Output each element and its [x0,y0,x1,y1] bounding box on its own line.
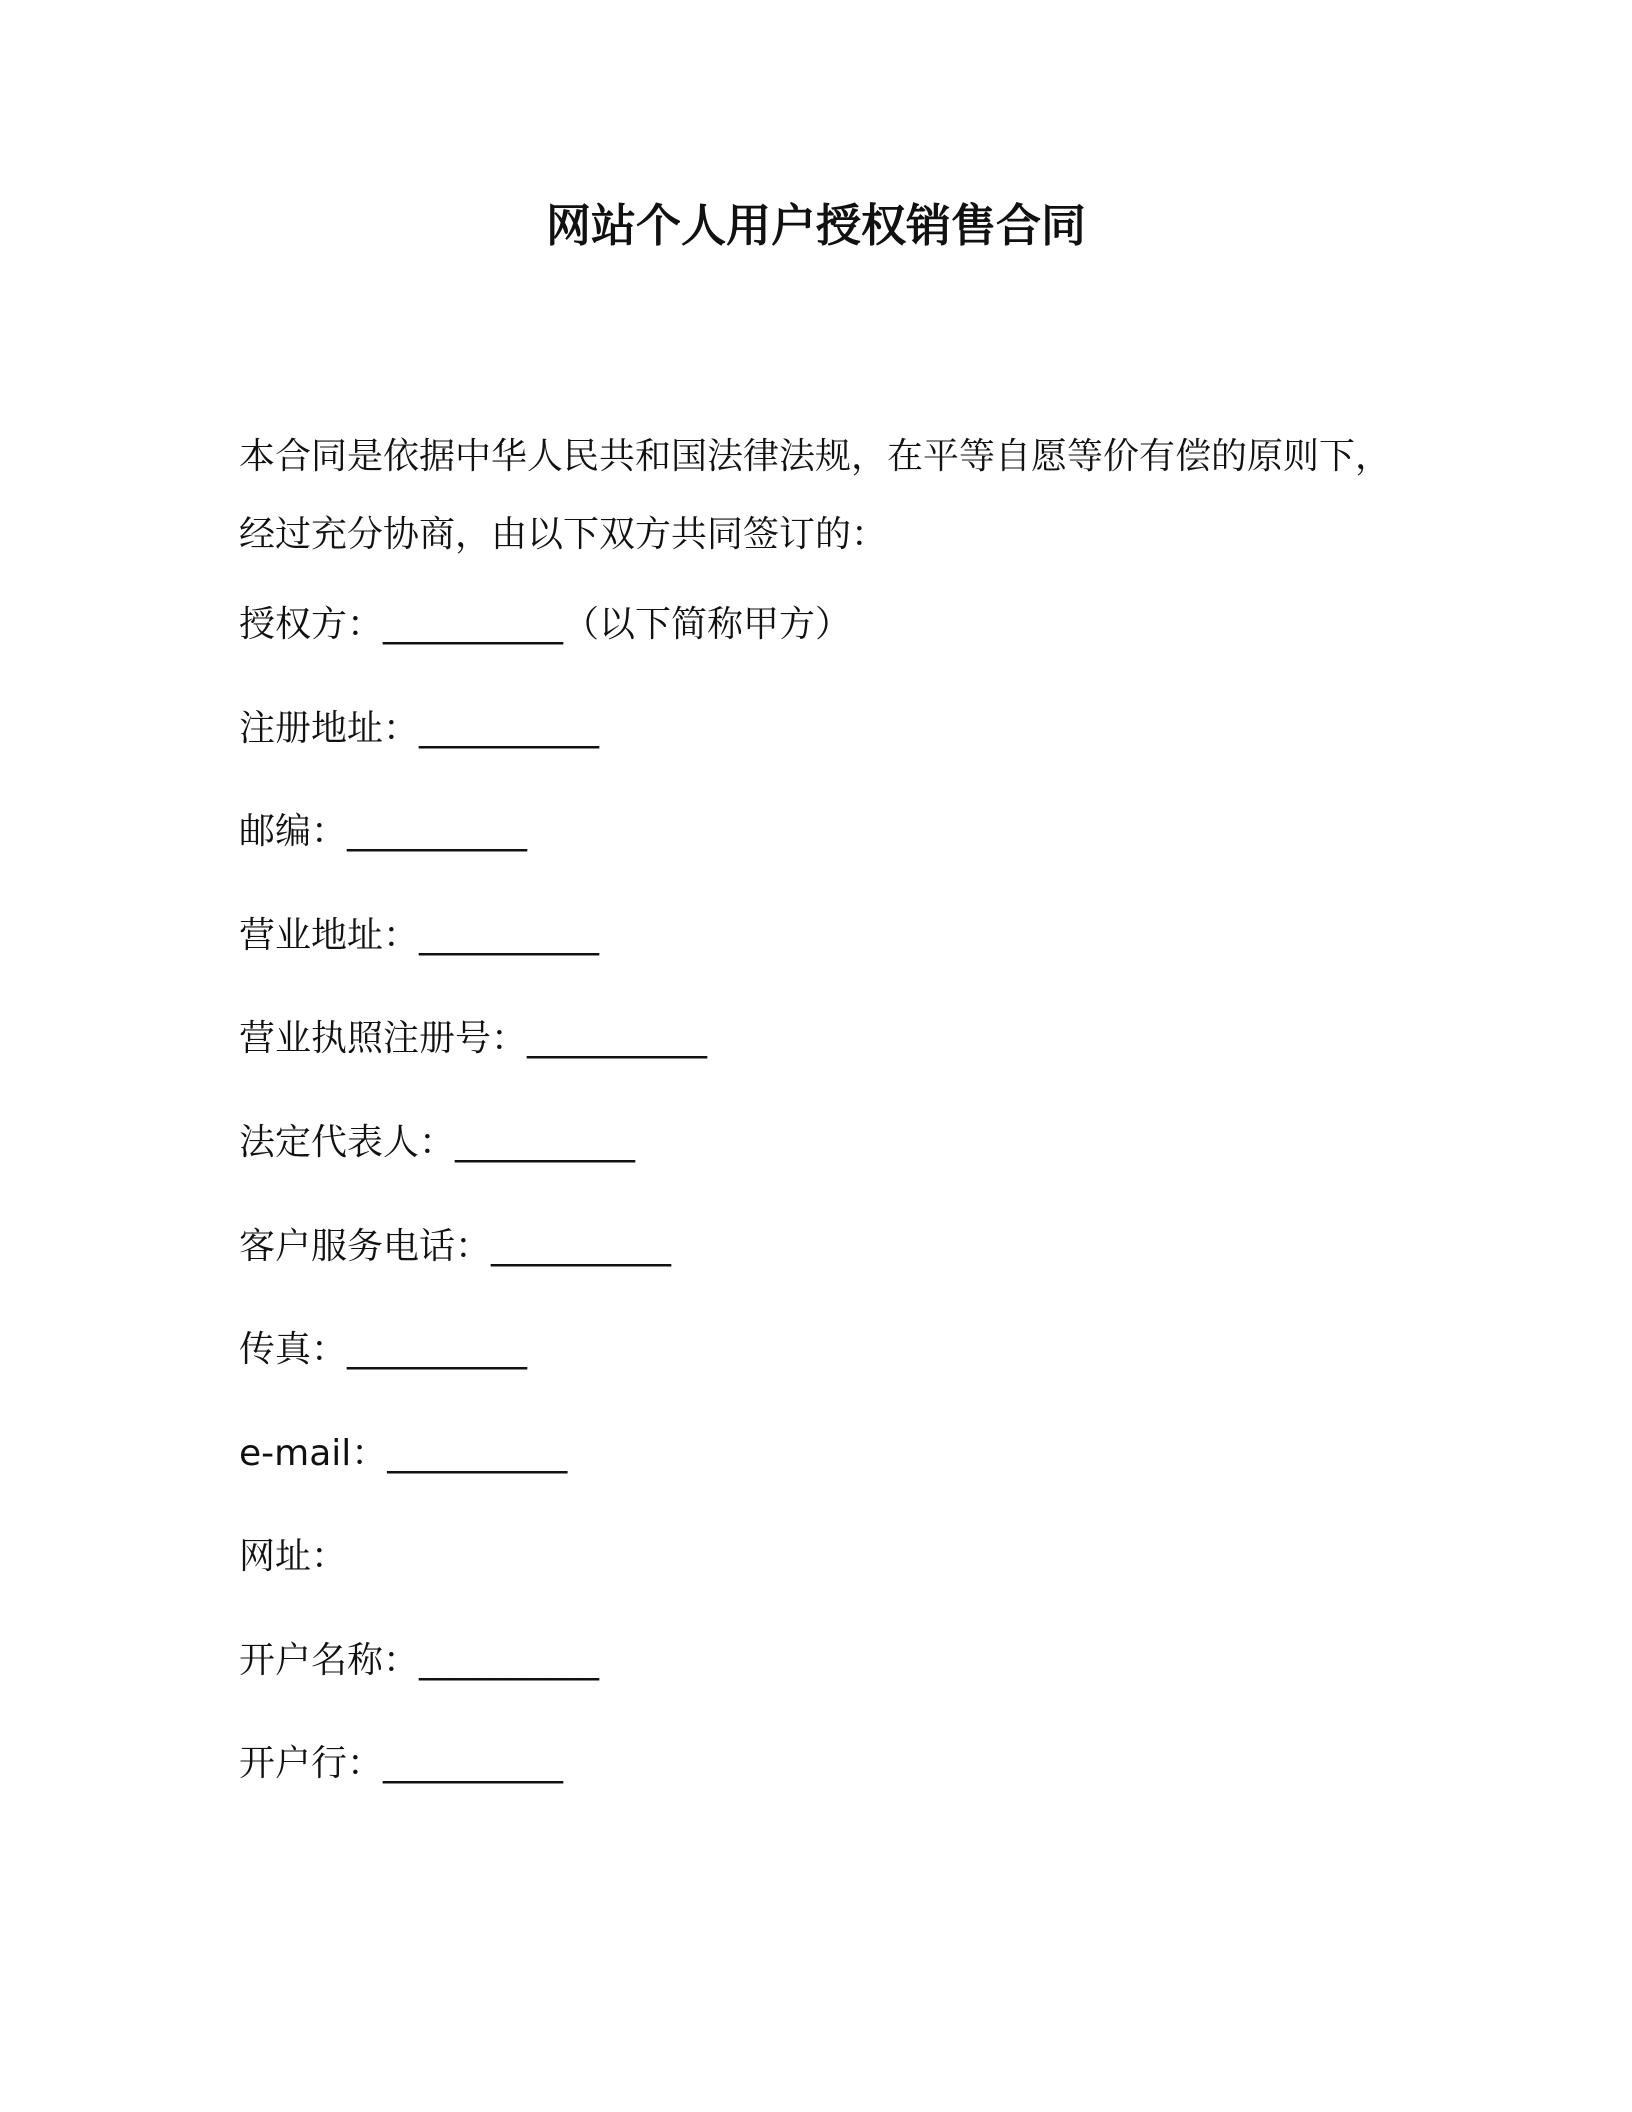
field-customer-service-phone [239,1221,671,1273]
field-business-address [239,910,599,962]
field-blank: __________ [383,1743,564,1784]
field-label: 客户服务电话： [239,1226,492,1267]
field-label: 传真： [239,1329,348,1370]
field-blank: __________ [347,811,528,852]
field-label: e-mail： [239,1433,388,1474]
field-label: 开户行： [239,1743,384,1784]
field-label: 注册地址： [239,708,420,749]
field-fax [239,1324,527,1376]
field-label: 授权方： [239,604,384,645]
field-label: 邮编： [239,811,348,852]
document-title: 网站个人用户授权销售合同 [545,199,1086,252]
field-blank: __________ [419,915,600,956]
field-blank: __________ [383,604,564,645]
intro-paragraph: 本合同是依据中华人民共和国法律法规，在平等自愿等价有偿的原则下，经过充分协商，由以下双方共同签订的： [239,436,1392,555]
field-label: 网址： [239,1536,348,1577]
field-suffix: （以下简称甲方） [563,604,852,645]
field-licensor [239,599,851,651]
field-registered-address [239,703,599,755]
field-blank: __________ [455,1122,636,1163]
field-blank: __________ [387,1433,568,1474]
field-account-name [239,1635,599,1687]
field-blank: __________ [491,1226,672,1267]
field-label: 营业执照注册号： [239,1018,528,1059]
field-email [239,1428,567,1480]
field-blank: __________ [419,1640,600,1681]
field-bank [239,1738,563,1790]
field-label: 法定代表人： [239,1122,456,1163]
field-business-license-number [239,1013,707,1065]
field-blank: __________ [419,708,600,749]
field-label: 开户名称： [239,1640,420,1681]
field-blank: __________ [527,1018,708,1059]
field-label: 营业地址： [239,915,420,956]
field-legal-representative [239,1117,635,1169]
field-postcode [239,806,527,858]
field-blank: __________ [347,1329,528,1370]
field-website [239,1531,347,1583]
